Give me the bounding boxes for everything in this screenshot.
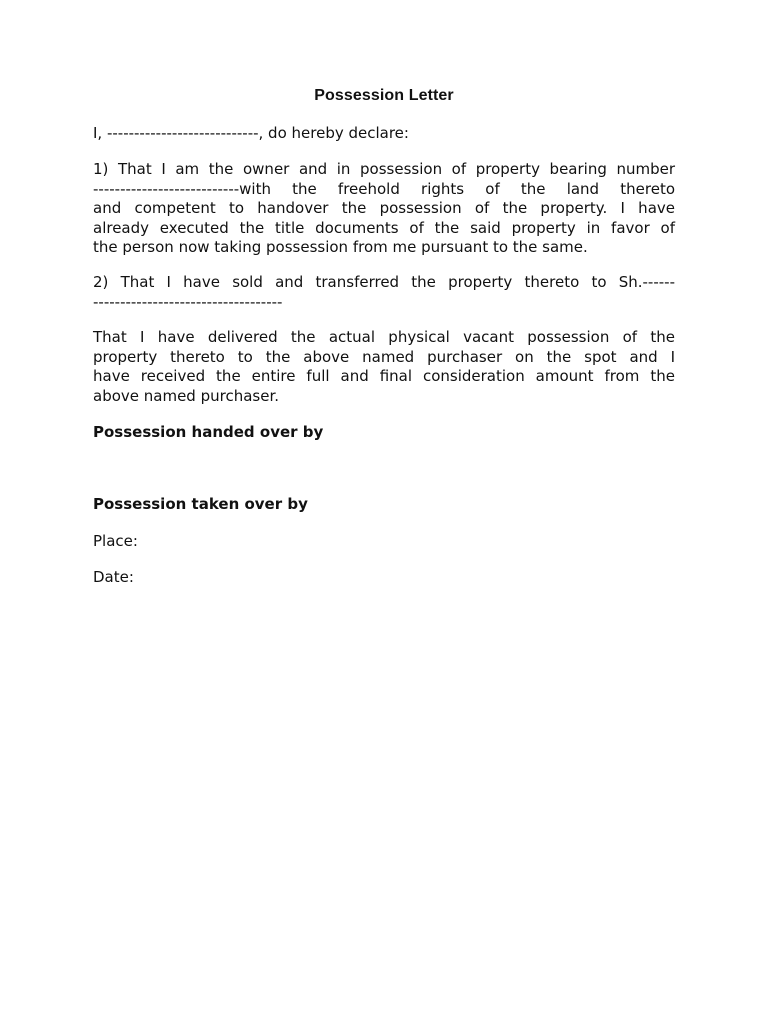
- taken-over-heading: [93, 495, 675, 515]
- place-label: Place:: [93, 532, 138, 550]
- declaration-line: [93, 124, 675, 144]
- declaration-text: I, ----------------------------, do hereby declare:: [93, 124, 409, 142]
- handed-over-heading: [93, 423, 675, 443]
- paragraph-2: [93, 273, 675, 312]
- paragraph-3: [93, 328, 675, 406]
- date-line: [93, 568, 675, 588]
- paragraph-1-line: ---------------------------with the freehold rights of the land thereto: [93, 179, 675, 198]
- taken-over-label: Possession taken over by: [93, 495, 308, 513]
- paragraph-3-line: That I have delivered the actual physical vacant possession of the: [93, 328, 675, 346]
- paragraph-1-line: the person now taking possession from me pursuant to the same.: [93, 238, 588, 256]
- paragraph-1-line: already executed the title documents of the said property in favor of: [93, 218, 675, 237]
- paragraph-2-line: 2) That I have sold and transferred the property thereto to Sh.------: [93, 273, 675, 291]
- handed-over-label: Possession handed over by: [93, 423, 324, 441]
- paragraph-1: [93, 160, 675, 258]
- paragraph-3-line: have received the entire full and final consideration amount from the: [93, 367, 675, 385]
- paragraph-3-line: property thereto to the above named purchaser on the spot and I: [93, 347, 675, 366]
- paragraph-1-line: 1) That I am the owner and in possession of property bearing number: [93, 160, 675, 178]
- place-line: [93, 532, 675, 552]
- document-title: Possession Letter: [314, 87, 454, 104]
- date-label: Date:: [93, 568, 134, 586]
- paragraph-1-line: and competent to handover the possession of the property. I have: [93, 199, 675, 217]
- paragraph-3-line: above named purchaser.: [93, 386, 280, 405]
- paragraph-2-line: -----------------------------------: [93, 292, 283, 311]
